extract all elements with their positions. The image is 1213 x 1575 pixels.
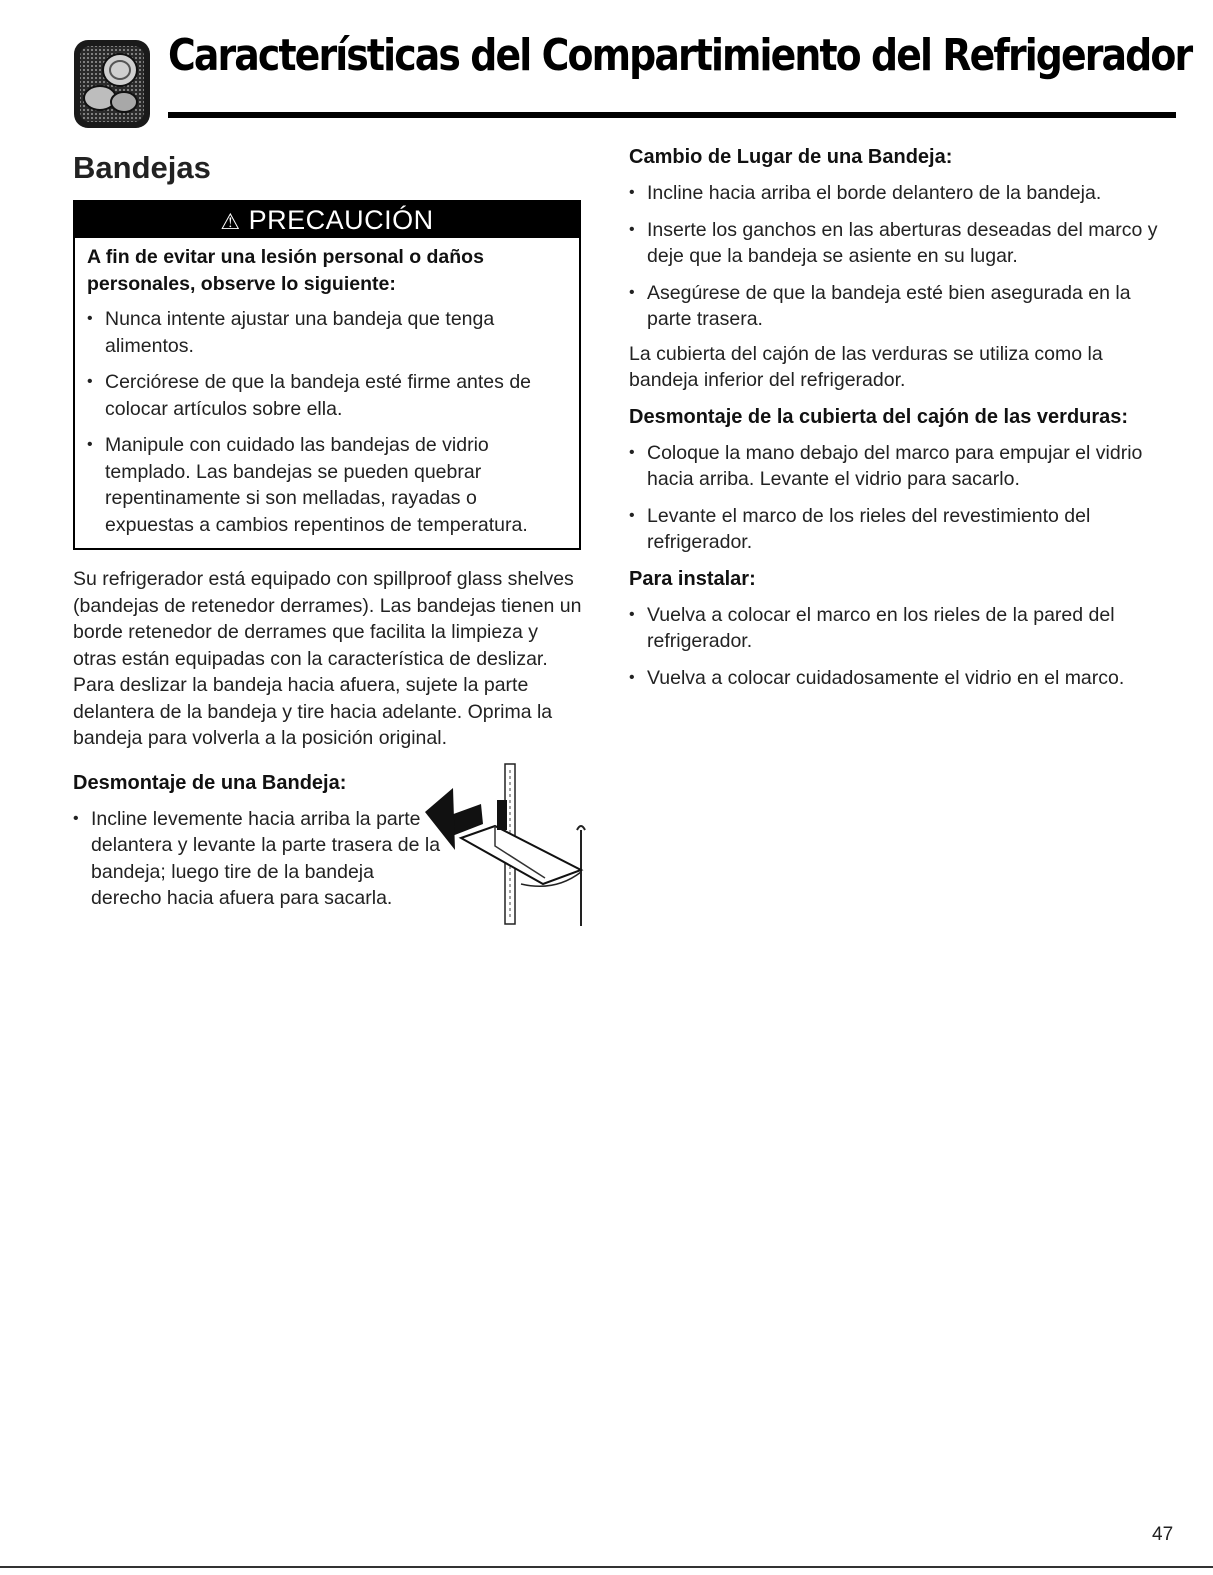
list-item: • Incline hacia arriba el borde delantero de la bandeja.: [629, 180, 1174, 207]
list-item: • Vuelva a colocar el marco en los rieles de la pared del refrigerador.: [629, 602, 1174, 655]
title-rule: [168, 112, 1176, 118]
list-item: • Cerciórese de que la bandeja esté firme antes de colocar artículos sobre ella.: [87, 369, 567, 422]
caution-list: [87, 306, 567, 538]
crisper-removal-list: [629, 440, 1174, 556]
list-item: • Incline levemente hacia arriba la parte delantera y levante la parte trasera de la bandeja; luego tire de la bandeja derecho hacia afuera para sacarla.: [73, 806, 443, 912]
right-column: [629, 144, 1174, 701]
page-number: 47: [1152, 1524, 1174, 1545]
shelf-removal-illustration: [425, 760, 595, 926]
caution-body: [75, 238, 579, 548]
shelf-removal-block: [73, 806, 585, 912]
install-heading: Para instalar:: [629, 567, 756, 590]
list-item: • Levante el marco de los rieles del revestimiento del refrigerador.: [629, 503, 1174, 556]
bottom-rule: [0, 1566, 1213, 1568]
shelf-removal-list: [73, 806, 443, 912]
shelves-intro: Su refrigerador está equipado con spillproof glass shelves (bandejas de retenedor derrames). Las bandejas tienen un borde retenedor de derrames que facilita la limpieza y otras están equipadas con la característica de deslizar. Para deslizar la bandeja hacia afuera, sujete la parte delantera de la bandeja y tire hacia adelante. Oprima la bandeja para volverla a la posición original.: [73, 568, 582, 749]
install-list: [629, 602, 1174, 692]
left-column: [73, 150, 585, 922]
relocate-heading: Cambio de Lugar de una Bandeja:: [629, 146, 953, 168]
list-item: • Inserte los ganchos en las aberturas deseadas del marco y deje que la bandeja se asiente en su lugar.: [629, 217, 1174, 270]
crisper-note: La cubierta del cajón de las verduras se utiliza como la bandeja inferior del refrigerador.: [629, 342, 1103, 391]
list-item: • Asegúrese de que la bandeja esté bien asegurada en la parte trasera.: [629, 280, 1174, 333]
page-title: Características del Compartimiento del Refrigerador: [168, 30, 1192, 81]
list-item: • Nunca intente ajustar una bandeja que tenga alimentos.: [87, 306, 567, 359]
caution-label: PRECAUCIÓN: [248, 205, 434, 235]
list-item: • Coloque la mano debajo del marco para empujar el vidrio hacia arriba. Levante el vidrio para sacarlo.: [629, 440, 1174, 493]
list-item: • Vuelva a colocar cuidadosamente el vidrio en el marco.: [629, 665, 1174, 692]
caution-lead: A fin de evitar una lesión personal o daños personales, observe lo siguiente:: [87, 246, 484, 295]
refrigerator-compartment-icon: [74, 40, 150, 128]
relocate-list: [629, 180, 1174, 333]
list-item: • Manipule con cuidado las bandejas de vidrio templado. Las bandejas se pueden quebrar repentinamente si son melladas, rayadas o expuestas a cambios repentinos de temperatura.: [87, 432, 567, 538]
crisper-removal-heading: Desmontaje de la cubierta del cajón de las verduras:: [629, 405, 1129, 428]
section-title: Bandejas: [73, 150, 211, 185]
caution-box: [73, 200, 581, 550]
caution-header: [75, 202, 579, 238]
shelf-removal-heading: Desmontaje de una Bandeja:: [73, 771, 347, 794]
warning-triangle-icon: ⚠: [220, 209, 241, 234]
